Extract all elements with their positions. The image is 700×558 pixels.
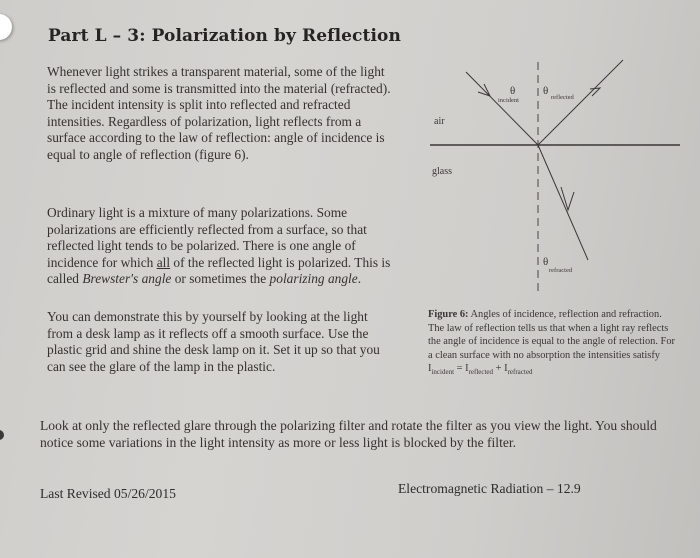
caption-sub-reflected: reflected xyxy=(468,368,494,377)
last-revised: Last Revised 05/26/2015 xyxy=(40,486,176,501)
reflection-refraction-diagram xyxy=(418,52,688,302)
caption-i-refracted: I xyxy=(504,363,508,375)
refracted-arrow xyxy=(561,187,574,210)
page-label: Electromagnetic Radiation – 12.9 xyxy=(398,481,581,496)
paragraph-brewster-text-a: Ordinary light is a mixture of many polarizations. Some polarizations are efficiently reflected from a surface, so that reflected light tends to be polarized. There is one angle of incidence for which xyxy=(47,205,367,270)
caption-sub-incident: incident xyxy=(431,368,455,377)
page-title: Part L – 3: Polarization by Reflection xyxy=(48,26,401,46)
theta-reflected-subscript: reflected xyxy=(551,94,574,101)
refracted-ray xyxy=(538,145,588,260)
caption-sub-refracted: refracted xyxy=(507,368,533,377)
caption-i-incident: I xyxy=(428,363,432,375)
caption-i-reflected: I xyxy=(465,363,469,375)
theta-refracted-symbol: θ xyxy=(543,256,549,268)
binder-hole-small xyxy=(0,430,4,440)
caption-lead: Figure 6: xyxy=(428,309,469,320)
theta-refracted-subscript: refracted xyxy=(549,267,573,274)
paragraph-brewster-text-c: or sometimes the xyxy=(171,271,270,287)
paragraph-intro-text: Whenever light strikes a transparent material, some of the light is reflected and some is transmitted into the material (refracted). The incident intensity is split into reflected and refracted intensities. Regardless of polarization, light reflects from a surface according to the law of reflection: angle of incidence is equal to angle of reflection (figure 6). xyxy=(47,64,391,162)
caption-equals: = xyxy=(454,363,466,375)
term-brewsters-angle: Brewster's angle xyxy=(82,271,172,287)
paragraph-intro xyxy=(47,64,392,164)
incident-ray xyxy=(466,72,538,145)
theta-incident-subscript: incident xyxy=(498,97,519,104)
paragraph-brewster xyxy=(47,205,392,288)
caption-text: Angles of incidence, reflection and refraction. The law of reflection tells us that when a light ray reflects the angle of incidence is equal to the angle of relection. For a clean surface with no absorption the intensities satisfy xyxy=(428,309,675,361)
binder-hole xyxy=(0,14,12,40)
theta-incident-symbol: θ xyxy=(510,85,516,97)
reflected-ray xyxy=(538,60,623,145)
label-air: air xyxy=(434,116,445,127)
paragraph-instructions: Look at only the reflected glare through the polarizing filter and rotate the filter as you view the light. You should notice some variations in the light intensity as more or less light is blocked by the filter. xyxy=(40,418,657,450)
figure-caption xyxy=(428,308,678,380)
paragraph-brewster-text-b: of the reflected light is polarized. This is called xyxy=(47,254,391,287)
caption-plus: + xyxy=(493,363,505,375)
emphasis-all: all xyxy=(156,254,171,270)
paragraph-demonstration: You can demonstrate this by yourself by looking at the light from a desk lamp as it reflects off a smooth surface. Use the plastic grid and shine the desk lamp on it. Set it up so that you can see the glare of the lamp in the plastic. xyxy=(47,309,380,374)
paragraph-brewster-text-d: . xyxy=(357,271,362,287)
term-polarizing-angle: polarizing angle xyxy=(269,271,358,287)
theta-reflected-symbol: θ xyxy=(543,85,549,97)
label-glass: glass xyxy=(432,166,452,177)
